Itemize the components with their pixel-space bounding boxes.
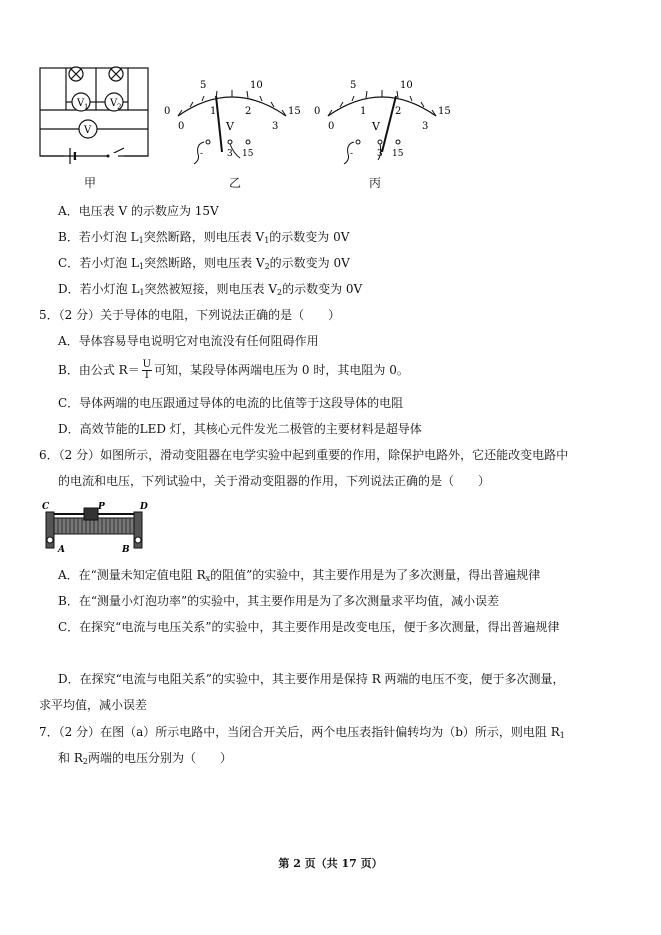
option-text: A．在“测量未知定值电阻 R — [58, 568, 206, 582]
q6-option-b: B．在“测量小灯泡功率”的实验中，其主要作用是为了多次测量求平均值，减小误差 — [58, 594, 500, 608]
option-text: 的示数变为 0V — [269, 230, 350, 244]
option-text: 电压表 V 的示数应为 15V — [78, 204, 219, 218]
inner-tick-1: 1 — [210, 106, 217, 117]
option-text: 的示数变为 0V — [282, 282, 363, 296]
inner-tick-1: 1 — [360, 106, 367, 117]
voltmeter-dial-yi — [160, 74, 305, 174]
q5-option-c: C．导体两端的电压跟通过导体的电流的比值等于这段导体的电阻 — [58, 396, 404, 410]
inner-tick-2: 2 — [245, 106, 252, 117]
terminal-15: 15 — [242, 149, 254, 159]
option-text: B．由公式 R＝ — [58, 363, 140, 377]
inner-tick-0: 0 — [178, 121, 185, 132]
voltmeter-dial-bing — [310, 74, 455, 174]
fraction-numerator: U — [142, 359, 152, 370]
inner-tick-2: 2 — [395, 106, 402, 117]
inner-tick-3: 3 — [272, 121, 279, 132]
terminal-minus: - — [350, 149, 354, 159]
option-letter: D． — [58, 282, 80, 296]
subscript: 1 — [559, 731, 565, 740]
subscript: 1 — [138, 262, 145, 271]
caption-yi: 乙 — [228, 176, 241, 190]
terminal-minus: - — [200, 149, 204, 159]
q7-stem-line1 — [39, 722, 565, 746]
q5-option-a: A．导体容易导电说明它对电流没有任何阻碍作用 — [58, 334, 319, 348]
option-text: 突然断路，则电压表 V — [144, 256, 265, 270]
q6-stem-line2: 的电流和电压，下列试验中，关于滑动变阻器的作用，下列说法正确的是（ ） — [58, 474, 491, 488]
q4-option-d — [58, 279, 362, 303]
terminal-label-p: P — [98, 502, 105, 512]
option-text: 若小灯泡 L — [79, 282, 140, 296]
q6-stem-line1: 6．（2 分）如图所示，滑动变阻器在电学实验中起到重要的作用，除保护电路外，它还能改变电路中 — [39, 448, 569, 462]
q5-stem: 5．（2 分）关于导体的电阻，下列说法正确的是（ ） — [39, 308, 341, 322]
outer-tick-10: 10 — [250, 80, 263, 91]
subscript: 1 — [138, 236, 144, 245]
outer-tick-5: 5 — [350, 80, 357, 91]
q6-option-a — [58, 565, 540, 589]
caption-jia: 甲 — [83, 176, 96, 190]
outer-tick-5: 5 — [200, 80, 207, 91]
terminal-label-d: D — [140, 502, 148, 512]
outer-tick-15: 15 — [288, 106, 301, 117]
option-text: 的示数变为 0V — [269, 256, 350, 270]
outer-tick-0: 0 — [314, 106, 321, 117]
terminal-label-c: C — [42, 502, 50, 512]
option-text: 突然断路，则电压表 V — [143, 230, 265, 244]
stem-text: 和 R — [58, 751, 83, 765]
outer-tick-0: 0 — [164, 106, 171, 117]
option-letter: C． — [58, 256, 80, 270]
v-label: V — [84, 125, 92, 136]
option-letter: B． — [58, 230, 79, 244]
v2-subscript: 2 — [117, 103, 122, 111]
inner-tick-3: 3 — [422, 121, 429, 132]
fraction-denominator: I — [144, 370, 149, 381]
option-text: 突然被短接，则电压表 V — [144, 282, 277, 296]
circuit-diagram-jia — [36, 62, 156, 167]
sliding-rheostat-figure — [40, 500, 150, 556]
subscript: 2 — [82, 757, 88, 766]
terminal-label-a: A — [58, 545, 65, 555]
v2-label: V — [110, 98, 118, 109]
option-letter: A． — [58, 204, 79, 218]
outer-tick-15: 15 — [438, 106, 451, 117]
dial-v-label: V — [372, 120, 380, 133]
option-text: 可知，某段导体两端电压为 0 时，其电阻为 0。 — [154, 363, 409, 377]
terminal-label-b: B — [122, 545, 130, 555]
q6-option-d-line2: 求平均值，减小误差 — [39, 698, 148, 712]
q5-option-b — [58, 360, 409, 381]
q4-option-b — [58, 227, 349, 251]
v1-label: V — [77, 98, 85, 109]
fraction-u-over-i — [142, 360, 152, 381]
subscript: 2 — [277, 288, 283, 297]
terminal-15: 15 — [392, 149, 404, 159]
option-text: 若小灯泡 L — [78, 230, 139, 244]
page-footer: 第 2 页（共 17 页） — [278, 857, 383, 870]
q4-option-a — [58, 201, 219, 221]
q4-option-c — [58, 253, 350, 277]
inner-tick-0: 0 — [328, 121, 335, 132]
terminal-3: 3 — [227, 149, 233, 159]
stem-text: 7．（2 分）在图（a）所示电路中，当闭合开关后，两个电压表指针偏转均为（b）所示，则电阻 R — [39, 725, 560, 739]
q5-option-d: D．高效节能的LED 灯，其核心元件发光二极管的主要材料是超导体 — [58, 422, 422, 436]
stem-text: 两端的电压分别为（ ） — [87, 751, 232, 765]
q6-option-d-line1: D．在探究“电流与电阻关系”的实验中，其主要作用是保持 R 两端的电压不变，便于多次测量， — [58, 672, 565, 686]
q7-stem-line2 — [58, 748, 232, 772]
option-text: 的阻值”的实验中，其主要作用是为了多次测量，得出普遍规律 — [210, 568, 541, 582]
v1-subscript: 1 — [84, 103, 89, 111]
outer-tick-10: 10 — [400, 80, 413, 91]
q6-option-c: C．在探究“电流与电压关系”的实验中，其主要作用是改变电压，便于多次测量，得出普遍规律 — [58, 620, 560, 634]
subscript: x — [205, 574, 211, 583]
terminal-3: 3 — [377, 149, 383, 159]
caption-bing: 丙 — [368, 176, 381, 190]
option-text: 若小灯泡 L — [79, 256, 139, 270]
subscript: 1 — [264, 236, 270, 245]
dial-v-label: V — [226, 120, 234, 133]
subscript: 1 — [139, 288, 145, 297]
subscript: 2 — [264, 262, 270, 271]
